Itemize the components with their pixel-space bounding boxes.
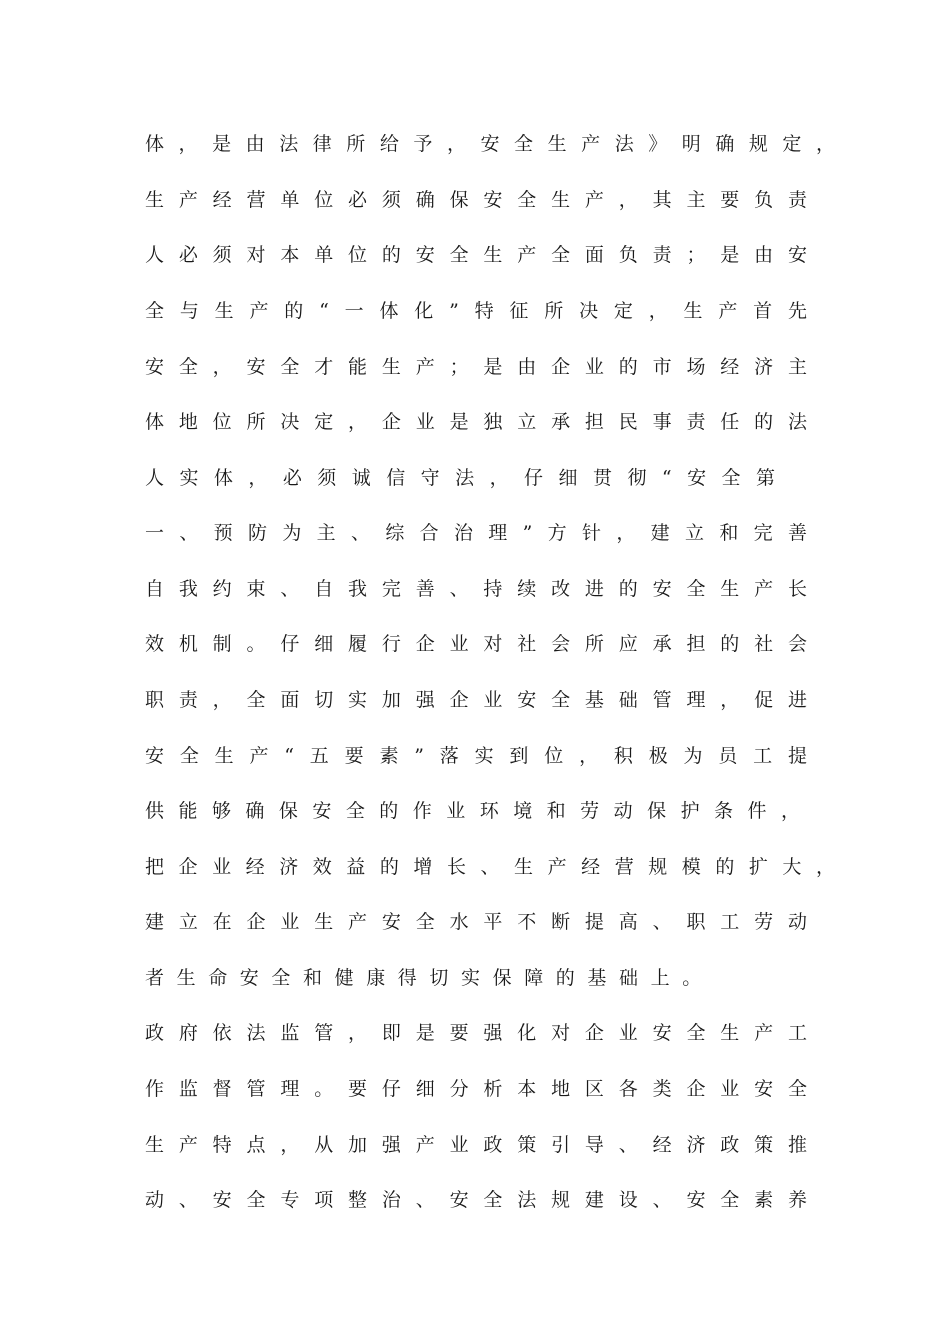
text-line: 把企业经济效益的增长、生产经营规模的扩大， xyxy=(145,856,835,878)
text-line: 效机制。仔细履行企业对社会所应承担的社会 xyxy=(145,633,807,655)
text-line: 职责，全面切实加强企业安全基础管理，促进 xyxy=(145,689,807,711)
text-line: 体，是由法律所给予，安全生产法》明确规定， xyxy=(145,133,835,155)
text-line: 作监督管理。要仔细分析本地区各类企业安全 xyxy=(145,1078,807,1100)
text-line: 政府依法监管，即是要强化对企业安全生产工 xyxy=(145,1022,807,1044)
text-line: 生产特点，从加强产业政策引导、经济政策推 xyxy=(145,1134,807,1156)
text-line: 安全生产“五要素”落实到位，积极为员工提 xyxy=(145,745,807,767)
text-line: 建立在企业生产安全水平不断提高、职工劳动 xyxy=(145,911,807,933)
text-line: 全与生产的“一体化”特征所决定，生产首先 xyxy=(145,300,807,322)
text-line: 自我约束、自我完善、持续改进的安全生产长 xyxy=(145,578,807,600)
text-line: 人必须对本单位的安全生产全面负责；是由安 xyxy=(145,244,807,266)
text-line: 安全，安全才能生产；是由企业的市场经济主 xyxy=(145,356,807,378)
text-line: 一、预防为主、综合治理”方针，建立和完善 xyxy=(145,522,807,544)
text-line: 者生命安全和健康得切实保障的基础上。 xyxy=(145,967,714,989)
text-line: 动、安全专项整治、安全法规建设、安全素养 xyxy=(145,1189,807,1211)
text-line: 供能够确保安全的作业环境和劳动保护条件， xyxy=(145,800,800,822)
text-line: 人实体，必须诚信守法，仔细贯彻“安全第 xyxy=(145,467,775,489)
text-line: 生产经营单位必须确保安全生产，其主要负责 xyxy=(145,189,807,211)
text-line: 体地位所决定，企业是独立承担民事责任的法 xyxy=(145,411,807,433)
